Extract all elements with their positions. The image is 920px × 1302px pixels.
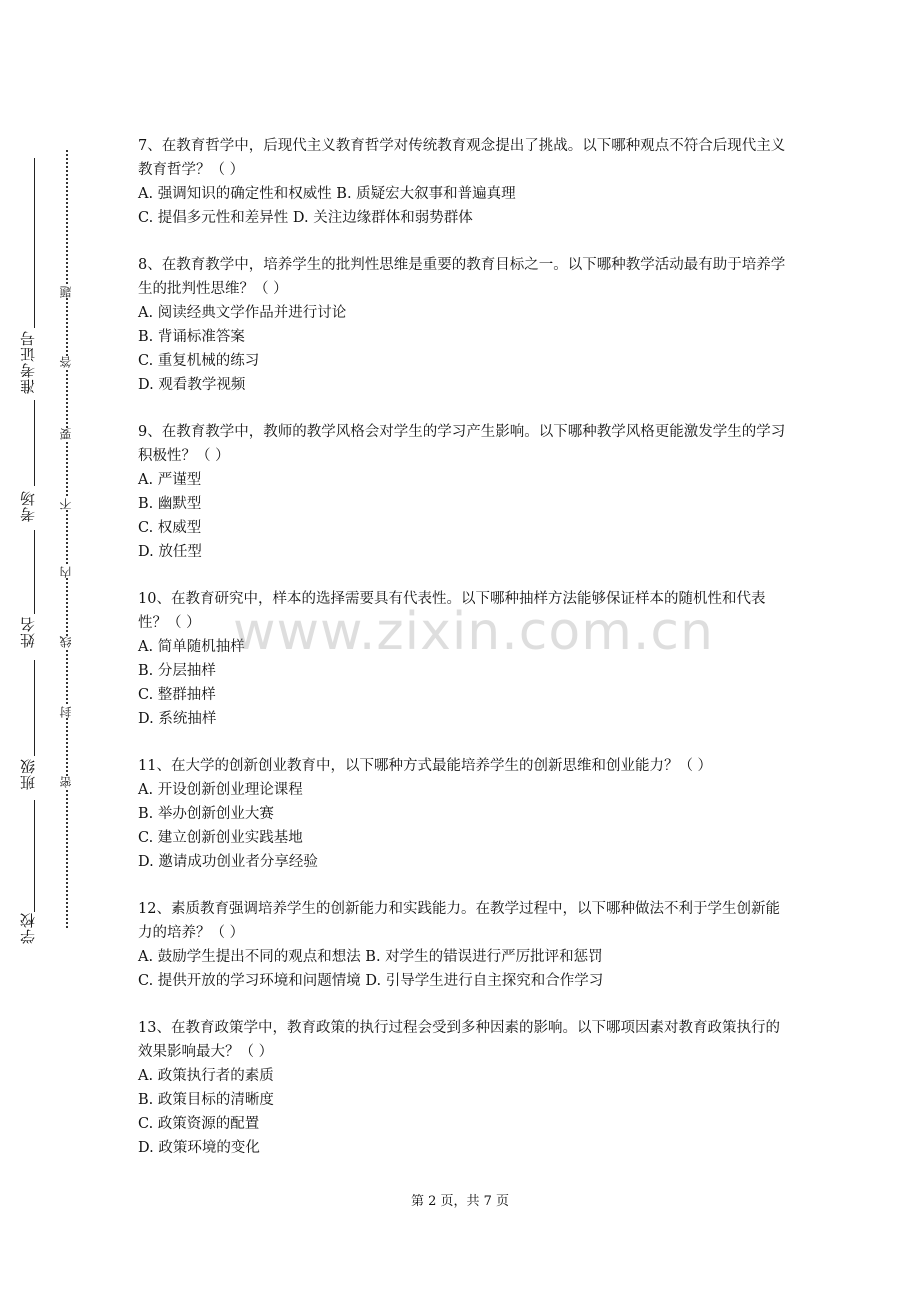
field-line-xx: [34, 800, 35, 912]
page-footer: 第 2 页，共 7 页: [410, 1194, 510, 1209]
seal-char: 要: [56, 428, 76, 440]
option-line: A. 简单随机抽样: [138, 639, 245, 655]
question-stem: 11、在大学的创新创业教育中，以下哪种方式最能培养学生的创新思维和创业能力？（ ）: [138, 758, 713, 774]
question-stem: 9、在教育教学中，教师的教学风格会对学生的学习产生影响。以下哪种教学风格更能激发学生的学习积极性？（ ）: [138, 424, 786, 464]
field-label-exam-room: 考场: [19, 490, 37, 522]
seal-char: 内: [56, 566, 76, 578]
seal-char: 封: [56, 706, 76, 718]
question-11: [138, 754, 788, 874]
seal-char: 密: [56, 776, 76, 788]
option-line: A. 鼓励学生提出不同的观点和想法 B. 对学生的错误进行严厉批评和惩罚: [138, 949, 603, 965]
option-line: C. 提供开放的学习环境和问题情境 D. 引导学生进行自主探究和合作学习: [138, 973, 604, 989]
option-line: C. 权威型: [138, 520, 202, 536]
question-stem: 8、在教育教学中，培养学生的批判性思维是重要的教育目标之一。以下哪种教学活动最有助于培养学生的批判性思维？（ ）: [138, 257, 786, 297]
option-line: D. 放任型: [138, 544, 202, 560]
seal-char: 线: [56, 636, 76, 648]
watermark-text: www.zixin.com.cn: [233, 602, 714, 662]
field-line-xm: [34, 530, 35, 614]
option-line: C. 整群抽样: [138, 687, 216, 703]
option-line: A. 开设创新创业理论课程: [138, 782, 303, 798]
seal-dotted-line: [66, 150, 68, 928]
question-7: [138, 134, 788, 230]
seal-char: 不: [56, 498, 76, 510]
question-stem: 13、在教育政策学中，教育政策的执行过程会受到多种因素的影响。以下哪项因素对教育政策执行的效果影响最大？（ ）: [138, 1020, 780, 1060]
question-9: [138, 420, 788, 564]
option-line: D. 观看教学视频: [138, 377, 246, 393]
field-line-bj: [34, 660, 35, 756]
field-label-class: 班级: [19, 758, 37, 790]
question-stem: 10、在教育研究中，样本的选择需要具有代表性。以下哪种抽样方法能够保证样本的随机性和代表性？（ ）: [138, 591, 766, 631]
seal-char: 题: [56, 286, 76, 298]
question-12: [138, 897, 788, 993]
question-stem: 7、在教育哲学中，后现代主义教育哲学对传统教育观念提出了挑战。以下哪种观点不符合后现代主义教育哲学？（ ）: [138, 138, 786, 178]
field-line-zkzh: [34, 158, 35, 328]
option-line: C. 建立创新创业实践基地: [138, 830, 303, 846]
option-line: B. 背诵标准答案: [138, 329, 245, 345]
option-line: B. 幽默型: [138, 496, 202, 512]
field-label-exam-id: 准考证号: [19, 330, 37, 394]
option-line: A. 阅读经典文学作品并进行讨论: [138, 305, 347, 321]
seal-char: 答: [56, 356, 76, 368]
option-line: D. 系统抽样: [138, 711, 217, 727]
option-line: C. 重复机械的练习: [138, 353, 260, 369]
field-label-name: 姓名: [19, 616, 37, 648]
option-line: A. 强调知识的确定性和权威性 B. 质疑宏大叙事和普遍真理: [138, 186, 516, 202]
option-line: A. 严谨型: [138, 472, 202, 488]
option-line: C. 提倡多元性和差异性 D. 关注边缘群体和弱势群体: [138, 210, 473, 226]
option-line: D. 政策环境的变化: [138, 1140, 260, 1156]
field-label-school: 学校: [19, 912, 37, 944]
option-line: B. 举办创新创业大赛: [138, 806, 274, 822]
option-line: C. 政策资源的配置: [138, 1116, 260, 1132]
binding-margin: [0, 0, 110, 1302]
option-line: D. 邀请成功创业者分享经验: [138, 854, 318, 870]
field-line-kc: [34, 400, 35, 486]
option-line: B. 分层抽样: [138, 663, 216, 679]
question-8: [138, 253, 788, 397]
option-line: B. 政策目标的清晰度: [138, 1092, 274, 1108]
option-line: A. 政策执行者的素质: [138, 1068, 274, 1084]
question-13: [138, 1016, 788, 1160]
question-stem: 12、素质教育强调培养学生的创新能力和实践能力。在教学过程中，以下哪种做法不利于学生创新能力的培养？（ ）: [138, 901, 780, 941]
